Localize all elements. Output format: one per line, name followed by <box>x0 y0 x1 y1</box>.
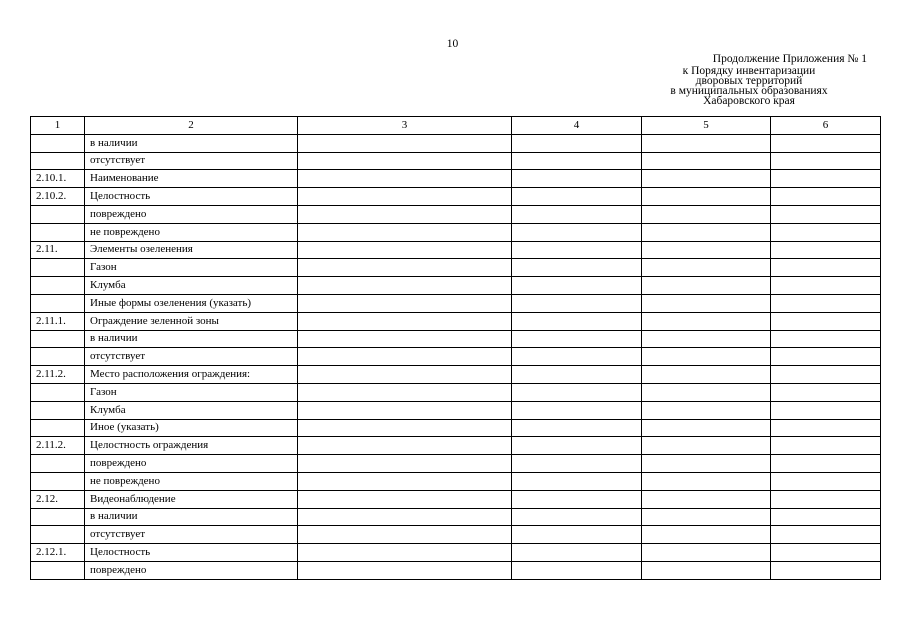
value-cell-col-3 <box>298 419 512 437</box>
item-number-cell <box>31 383 85 401</box>
item-name-cell: повреждено <box>85 205 298 223</box>
item-number-cell <box>31 330 85 348</box>
value-cell-col-6 <box>771 223 881 241</box>
item-name-cell: Целостность <box>85 544 298 562</box>
table-row <box>31 383 881 401</box>
value-cell-col-3 <box>298 312 512 330</box>
item-name-cell: Газон <box>85 259 298 277</box>
table-row <box>31 437 881 455</box>
value-cell-col-4 <box>512 294 642 312</box>
item-number-cell <box>31 259 85 277</box>
item-number-cell <box>31 152 85 170</box>
value-cell-col-5 <box>642 419 771 437</box>
item-number-cell <box>31 455 85 473</box>
value-cell-col-3 <box>298 188 512 206</box>
value-cell-col-3 <box>298 170 512 188</box>
value-cell-col-3 <box>298 348 512 366</box>
column-header: 3 <box>298 117 512 135</box>
column-header: 1 <box>31 117 85 135</box>
value-cell-col-5 <box>642 277 771 295</box>
value-cell-col-3 <box>298 134 512 152</box>
value-cell-col-6 <box>771 330 881 348</box>
table-row <box>31 544 881 562</box>
value-cell-col-3 <box>298 455 512 473</box>
value-cell-col-4 <box>512 241 642 259</box>
item-name-cell: Наименование <box>85 170 298 188</box>
value-cell-col-5 <box>642 490 771 508</box>
value-cell-col-5 <box>642 401 771 419</box>
value-cell-col-6 <box>771 472 881 490</box>
value-cell-col-4 <box>512 170 642 188</box>
value-cell-col-5 <box>642 134 771 152</box>
item-name-cell: Место расположения ограждения: <box>85 366 298 384</box>
item-number-cell <box>31 134 85 152</box>
value-cell-col-5 <box>642 383 771 401</box>
value-cell-col-3 <box>298 544 512 562</box>
table-row <box>31 472 881 490</box>
table-row <box>31 419 881 437</box>
item-number-cell <box>31 472 85 490</box>
value-cell-col-6 <box>771 401 881 419</box>
item-name-cell: отсутствует <box>85 348 298 366</box>
value-cell-col-5 <box>642 348 771 366</box>
page-number: 10 <box>446 38 459 50</box>
value-cell-col-4 <box>512 188 642 206</box>
value-cell-col-4 <box>512 312 642 330</box>
appendix-line: в муниципальных образованиях <box>670 85 828 97</box>
item-name-cell: повреждено <box>85 561 298 579</box>
table-row <box>31 330 881 348</box>
value-cell-col-3 <box>298 526 512 544</box>
value-cell-col-6 <box>771 294 881 312</box>
appendix-title: Продолжение Приложения № 1 <box>712 53 867 65</box>
table-row <box>31 259 881 277</box>
item-name-cell: отсутствует <box>85 152 298 170</box>
value-cell-col-5 <box>642 437 771 455</box>
item-name-cell: в наличии <box>85 134 298 152</box>
value-cell-col-4 <box>512 472 642 490</box>
item-number-cell <box>31 508 85 526</box>
value-cell-col-5 <box>642 312 771 330</box>
table-row <box>31 455 881 473</box>
table-row <box>31 152 881 170</box>
value-cell-col-6 <box>771 544 881 562</box>
item-number-cell <box>31 277 85 295</box>
value-cell-col-5 <box>642 152 771 170</box>
value-cell-col-4 <box>512 205 642 223</box>
value-cell-col-3 <box>298 490 512 508</box>
value-cell-col-6 <box>771 383 881 401</box>
table-row <box>31 312 881 330</box>
table-row <box>31 366 881 384</box>
value-cell-col-3 <box>298 383 512 401</box>
column-header: 2 <box>85 117 298 135</box>
value-cell-col-3 <box>298 508 512 526</box>
table-row <box>31 526 881 544</box>
item-number-cell <box>31 205 85 223</box>
value-cell-col-5 <box>642 205 771 223</box>
item-number-cell <box>31 348 85 366</box>
item-name-cell: Иные формы озеленения (указать) <box>85 294 298 312</box>
item-name-cell: повреждено <box>85 455 298 473</box>
value-cell-col-5 <box>642 223 771 241</box>
value-cell-col-3 <box>298 401 512 419</box>
value-cell-col-6 <box>771 312 881 330</box>
appendix-line: Хабаровского края <box>703 95 795 107</box>
value-cell-col-6 <box>771 455 881 473</box>
value-cell-col-5 <box>642 526 771 544</box>
value-cell-col-6 <box>771 241 881 259</box>
value-cell-col-3 <box>298 277 512 295</box>
table-row <box>31 277 881 295</box>
value-cell-col-4 <box>512 490 642 508</box>
value-cell-col-4 <box>512 401 642 419</box>
value-cell-col-4 <box>512 455 642 473</box>
value-cell-col-4 <box>512 348 642 366</box>
item-number-cell <box>31 401 85 419</box>
value-cell-col-6 <box>771 170 881 188</box>
column-header: 6 <box>771 117 881 135</box>
value-cell-col-6 <box>771 561 881 579</box>
value-cell-col-6 <box>771 134 881 152</box>
table-row <box>31 348 881 366</box>
value-cell-col-5 <box>642 241 771 259</box>
value-cell-col-6 <box>771 277 881 295</box>
value-cell-col-6 <box>771 366 881 384</box>
value-cell-col-6 <box>771 152 881 170</box>
value-cell-col-3 <box>298 241 512 259</box>
table-row <box>31 294 881 312</box>
item-number-cell: 2.11.2. <box>31 437 85 455</box>
value-cell-col-5 <box>642 472 771 490</box>
value-cell-col-3 <box>298 259 512 277</box>
value-cell-col-6 <box>771 348 881 366</box>
value-cell-col-3 <box>298 223 512 241</box>
value-cell-col-4 <box>512 330 642 348</box>
header-row <box>31 117 881 135</box>
value-cell-col-4 <box>512 544 642 562</box>
value-cell-col-6 <box>771 419 881 437</box>
value-cell-col-3 <box>298 437 512 455</box>
appendix-line: дворовых территорий <box>695 75 803 87</box>
item-name-cell: Ограждение зеленной зоны <box>85 312 298 330</box>
item-number-cell: 2.10.2. <box>31 188 85 206</box>
value-cell-col-5 <box>642 544 771 562</box>
value-cell-col-3 <box>298 152 512 170</box>
item-number-cell <box>31 561 85 579</box>
item-name-cell: Элементы озеленения <box>85 241 298 259</box>
table-row <box>31 490 881 508</box>
item-name-cell: Видеонаблюдение <box>85 490 298 508</box>
value-cell-col-4 <box>512 277 642 295</box>
appendix-heading <box>629 53 869 106</box>
table-row <box>31 508 881 526</box>
item-name-cell: в наличии <box>85 508 298 526</box>
table-row <box>31 134 881 152</box>
value-cell-col-3 <box>298 294 512 312</box>
item-name-cell: Газон <box>85 383 298 401</box>
value-cell-col-4 <box>512 259 642 277</box>
item-name-cell: Целостность ограждения <box>85 437 298 455</box>
value-cell-col-4 <box>512 366 642 384</box>
value-cell-col-4 <box>512 419 642 437</box>
column-header: 5 <box>642 117 771 135</box>
value-cell-col-5 <box>642 508 771 526</box>
item-name-cell: в наличии <box>85 330 298 348</box>
item-number-cell: 2.12.1. <box>31 544 85 562</box>
item-number-cell <box>31 223 85 241</box>
value-cell-col-5 <box>642 366 771 384</box>
item-number-cell <box>31 419 85 437</box>
value-cell-col-5 <box>642 330 771 348</box>
item-number-cell: 2.10.1. <box>31 170 85 188</box>
value-cell-col-6 <box>771 526 881 544</box>
table-row <box>31 241 881 259</box>
value-cell-col-5 <box>642 188 771 206</box>
item-number-cell <box>31 526 85 544</box>
table-row <box>31 223 881 241</box>
value-cell-col-4 <box>512 223 642 241</box>
appendix-line: к Порядку инвентаризации <box>682 65 816 77</box>
item-name-cell: Клумба <box>85 401 298 419</box>
item-number-cell: 2.11. <box>31 241 85 259</box>
value-cell-col-5 <box>642 561 771 579</box>
item-name-cell: не повреждено <box>85 472 298 490</box>
value-cell-col-6 <box>771 437 881 455</box>
value-cell-col-4 <box>512 526 642 544</box>
value-cell-col-6 <box>771 490 881 508</box>
table-row <box>31 205 881 223</box>
value-cell-col-4 <box>512 561 642 579</box>
item-number-cell: 2.11.2. <box>31 366 85 384</box>
item-number-cell <box>31 294 85 312</box>
value-cell-col-4 <box>512 437 642 455</box>
item-name-cell: Иное (указать) <box>85 419 298 437</box>
item-name-cell: отсутствует <box>85 526 298 544</box>
item-number-cell: 2.12. <box>31 490 85 508</box>
value-cell-col-6 <box>771 188 881 206</box>
value-cell-col-3 <box>298 561 512 579</box>
value-cell-col-4 <box>512 383 642 401</box>
value-cell-col-3 <box>298 472 512 490</box>
value-cell-col-5 <box>642 294 771 312</box>
value-cell-col-3 <box>298 330 512 348</box>
value-cell-col-4 <box>512 508 642 526</box>
value-cell-col-5 <box>642 259 771 277</box>
value-cell-col-3 <box>298 366 512 384</box>
column-header: 4 <box>512 117 642 135</box>
value-cell-col-4 <box>512 152 642 170</box>
item-number-cell: 2.11.1. <box>31 312 85 330</box>
value-cell-col-4 <box>512 134 642 152</box>
table-row <box>31 561 881 579</box>
item-name-cell: не повреждено <box>85 223 298 241</box>
value-cell-col-6 <box>771 508 881 526</box>
value-cell-col-6 <box>771 205 881 223</box>
value-cell-col-5 <box>642 170 771 188</box>
item-name-cell: Клумба <box>85 277 298 295</box>
table-row <box>31 188 881 206</box>
item-name-cell: Целостность <box>85 188 298 206</box>
value-cell-col-3 <box>298 205 512 223</box>
table-body <box>31 134 881 579</box>
value-cell-col-6 <box>771 259 881 277</box>
inventory-table <box>30 116 881 580</box>
table-header <box>31 117 881 135</box>
table-row <box>31 170 881 188</box>
table-row <box>31 401 881 419</box>
value-cell-col-5 <box>642 455 771 473</box>
